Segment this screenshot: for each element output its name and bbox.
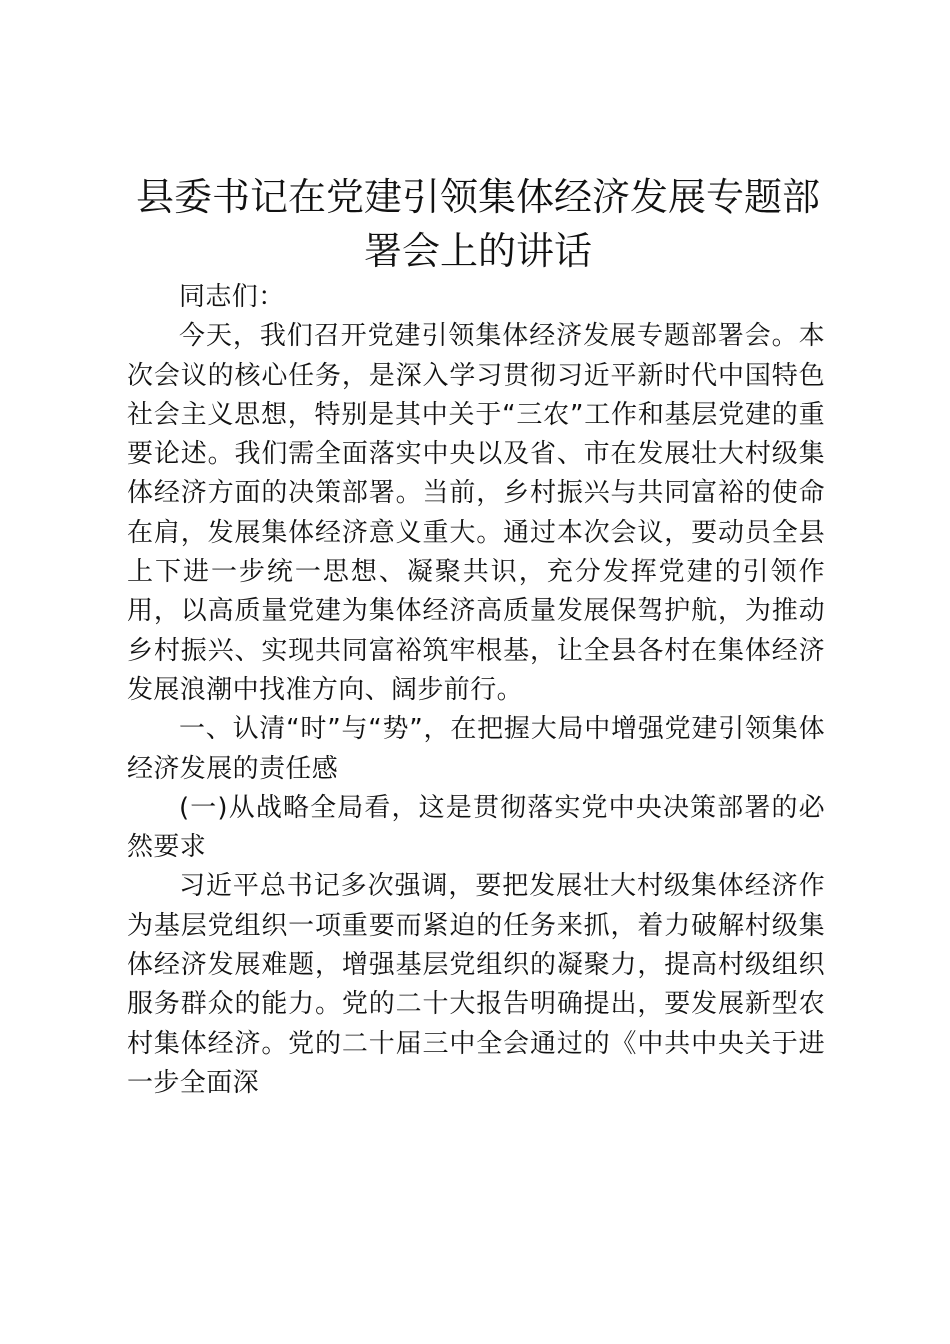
document-title: 县委书记在党建引领集体经济发展专题部署会上的讲话 [135,175,820,273]
subsection-heading-1: (一)从战略全局看，这是贯彻落实党中央决策部署的必然要求 [127,792,825,863]
section-heading-1: 一、认清“时”与“势”，在把握大局中增强党建引领集体经济发展的责任感 [127,714,825,784]
intro-paragraph: 今天，我们召开党建引领集体经济发展专题部署会。本次会议的核心任务，是深入学习贯彻习近平新时代中国特色社会主义思想，特别是其中关于“三农”工作和基层党建的重要论述。我们需全面落实中央以及省、市在发展壮大村级集体经济方面的决策部署。当前，乡村振兴与共同富裕的使命在肩，发展集体经济意义重大。通过本次会议，要动员全县上下进一步统一思想、凝聚共识，充分发挥党建的引领作用，以高质量党建为集体经济高质量发展保驾护航，为推动乡村振兴、实现共同富裕筑牢根基，让全县各村在集体经济发展浪潮中找准方向、阔步前行。 [127,321,825,705]
document-body [127,278,825,1103]
salutation: 同志们： [179,282,285,312]
body-paragraph: 习近平总书记多次强调，要把发展壮大村级集体经济作为基层党组织一项重要而紧迫的任务来抓，着力破解村级集体经济发展难题，增强基层党组织的凝聚力，提高村级组织服务群众的能力。党的二十大报告明确提出，要发展新型农村集体经济。党的二十届三中全会通过的《中共中央关于进一步全面深 [127,871,825,1098]
